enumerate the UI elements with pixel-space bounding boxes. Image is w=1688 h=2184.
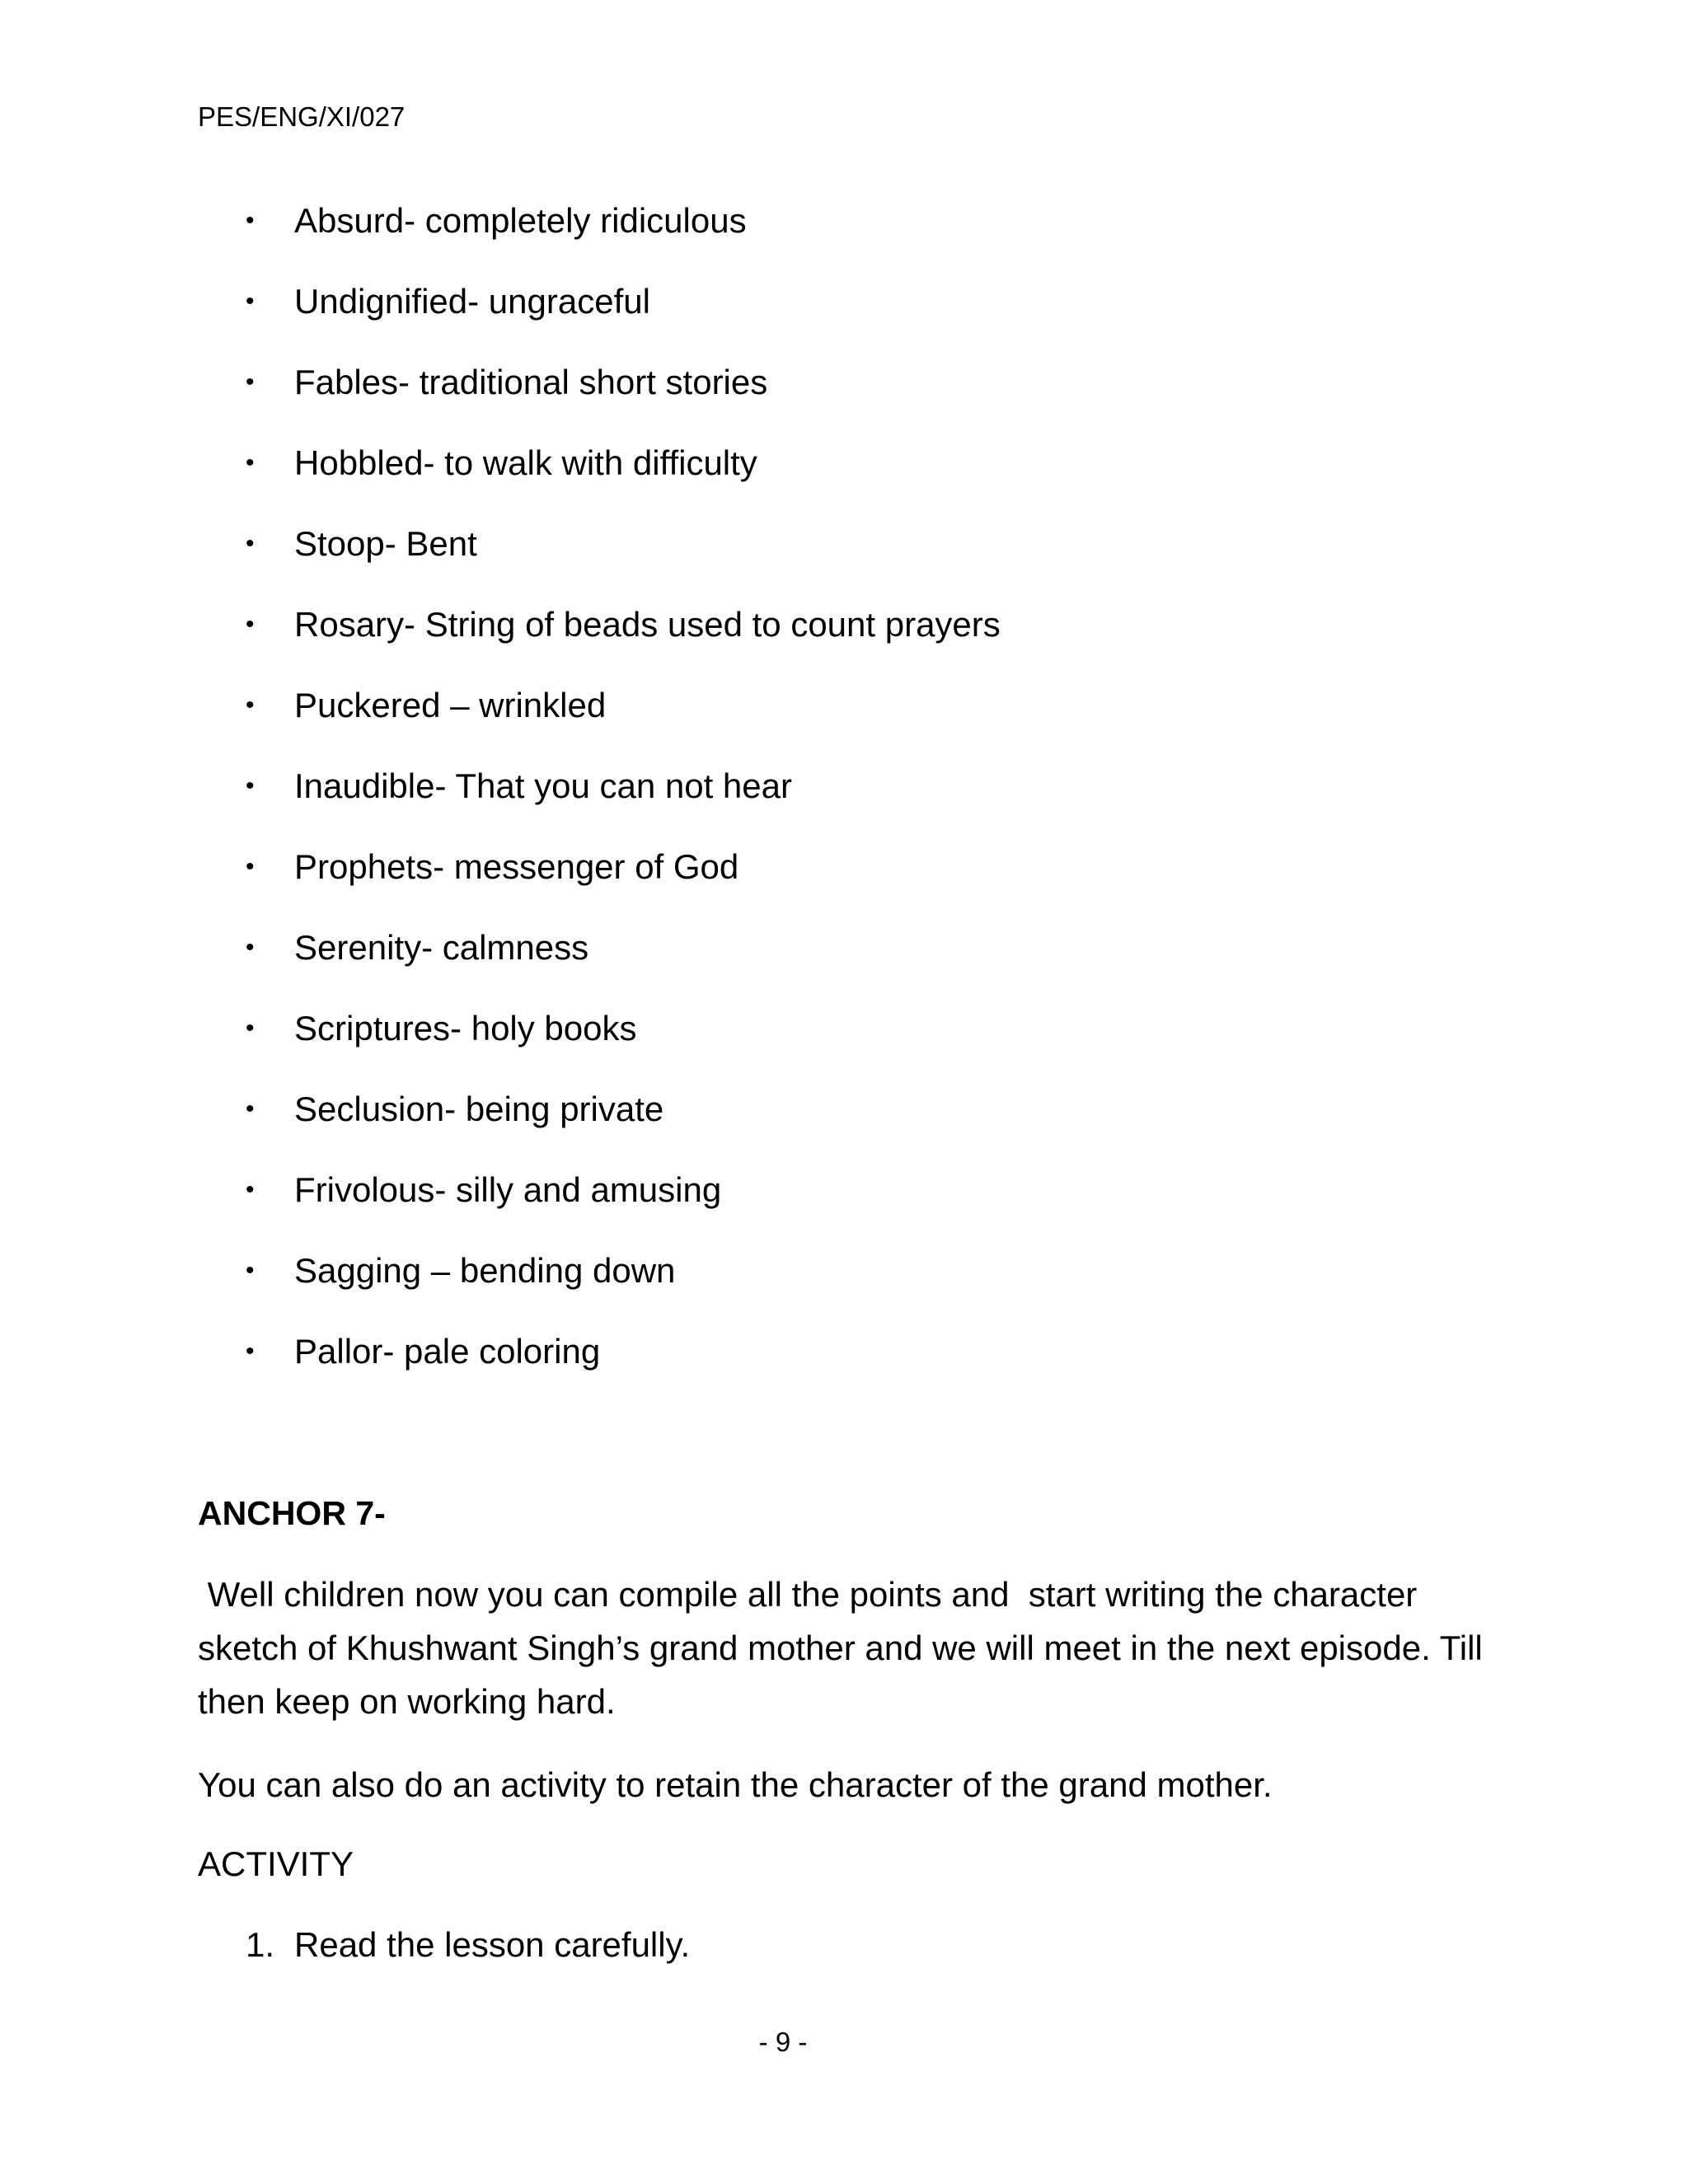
vocabulary-item [198, 842, 1517, 923]
page-number: - 9 - [758, 2027, 808, 2057]
vocabulary-text: Inaudible- That you can not hear [294, 766, 792, 805]
vocabulary-item [198, 196, 1517, 277]
vocabulary-item [198, 277, 1517, 358]
anchor-paragraph-1: Well children now you can compile all the points and start writing the character sketch of Khushwant Singh’s grand mother and we will meet in the next episode. Till then keep on working hard. [198, 1575, 1493, 1721]
vocabulary-item [198, 923, 1517, 1004]
vocabulary-list [198, 196, 1517, 1408]
vocabulary-item [198, 762, 1517, 842]
vocabulary-item [198, 358, 1517, 438]
bullet-icon: • [246, 853, 255, 880]
anchor-paragraph-2: You can also do an activity to retain the character of the grand mother. [198, 1765, 1273, 1804]
vocabulary-item [198, 600, 1517, 681]
vocabulary-text: Fables- traditional short stories [294, 363, 768, 401]
bullet-icon: • [246, 1338, 255, 1365]
vocabulary-text: Frivolous- silly and amusing [294, 1170, 722, 1209]
vocabulary-text: Absurd- completely ridiculous [294, 201, 747, 240]
vocabulary-text: Scriptures- holy books [294, 1009, 637, 1047]
bullet-icon: • [246, 1095, 255, 1122]
bullet-icon: • [246, 611, 255, 638]
vocabulary-text: Puckered – wrinkled [294, 686, 607, 724]
vocabulary-text: Undignified- ungraceful [294, 282, 650, 321]
vocabulary-text: Prophets- messenger of God [294, 847, 739, 886]
vocabulary-text: Pallor- pale coloring [294, 1332, 601, 1371]
vocabulary-item [198, 1004, 1517, 1085]
activity-heading: ACTIVITY [198, 1844, 354, 1883]
document-code: PES/ENG/XI/027 [198, 101, 406, 132]
bullet-icon: • [246, 772, 255, 799]
vocabulary-item [198, 519, 1517, 600]
activity-item-text: Read the lesson carefully. [294, 1925, 691, 1964]
bullet-icon: • [246, 1015, 255, 1042]
bullet-icon: • [246, 530, 255, 557]
activity-item [198, 1920, 690, 1970]
bullet-icon: • [246, 368, 255, 396]
vocabulary-item [198, 1327, 1517, 1408]
bullet-icon: • [246, 207, 255, 234]
bullet-icon: • [246, 449, 255, 476]
vocabulary-item [198, 1085, 1517, 1165]
anchor-heading: ANCHOR 7- [198, 1494, 386, 1532]
vocabulary-text: Hobbled- to walk with difficulty [294, 443, 757, 482]
activity-item-number: 1. [246, 1925, 275, 1964]
vocabulary-text: Sagging – bending down [294, 1251, 676, 1290]
vocabulary-text: Stoop- Bent [294, 524, 477, 563]
vocabulary-item [198, 438, 1517, 519]
vocabulary-item [198, 681, 1517, 762]
vocabulary-text: Serenity- calmness [294, 928, 589, 967]
activity-list [198, 1920, 690, 1970]
bullet-icon: • [246, 934, 255, 961]
bullet-icon: • [246, 288, 255, 315]
bullet-icon: • [246, 691, 255, 719]
vocabulary-item [198, 1165, 1517, 1246]
vocabulary-item [198, 1246, 1517, 1327]
vocabulary-text: Rosary- String of beads used to count prayers [294, 605, 1001, 644]
vocabulary-text: Seclusion- being private [294, 1090, 664, 1128]
bullet-icon: • [246, 1257, 255, 1284]
bullet-icon: • [246, 1176, 255, 1203]
